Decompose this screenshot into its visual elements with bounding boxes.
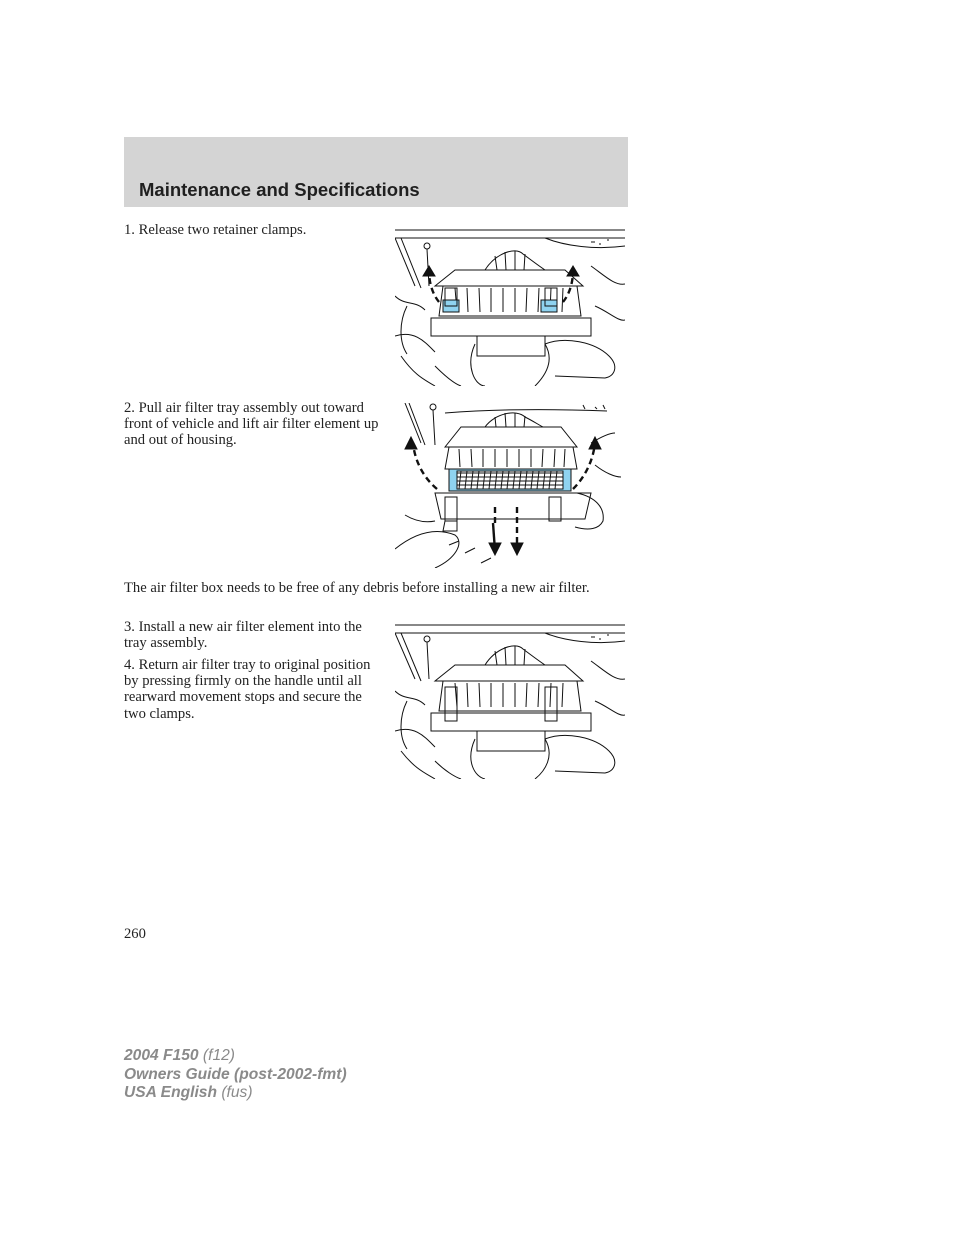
footer-language-code: (fus)	[221, 1084, 253, 1101]
footer-model-code: (f12)	[202, 1047, 235, 1064]
footer-line-2	[124, 1066, 347, 1085]
footer-model: 2004 F150	[124, 1047, 199, 1064]
page-number: 260	[124, 926, 146, 942]
figure-pull-tray	[395, 403, 625, 568]
section-header-band	[124, 137, 628, 207]
footer-line-3	[124, 1084, 347, 1103]
section-title: Maintenance and Specifications	[139, 179, 420, 200]
footer-line-1	[124, 1047, 347, 1066]
figure-return-tray	[395, 621, 625, 779]
footer-guide: Owners Guide (post-2002-fmt)	[124, 1065, 347, 1083]
figure-release-clamps	[395, 226, 625, 386]
step-3-text: 3. Install a new air filter element into the tray assembly.	[124, 619, 362, 652]
document-footer	[124, 1047, 347, 1103]
step-1-text: 1. Release two retainer clamps.	[124, 222, 307, 238]
debris-note-text: The air filter box needs to be free of any debris before installing a new air filter.	[124, 580, 590, 596]
step-4-text: 4. Return air filter tray to original position by pressing firmly on the handle until all rearward movement stops and secure the two clamps.	[124, 657, 371, 722]
step-2-text: 2. Pull air filter tray assembly out toward front of vehicle and lift air filter element up and out of housing.	[124, 400, 379, 449]
footer-language: USA English	[124, 1084, 217, 1101]
